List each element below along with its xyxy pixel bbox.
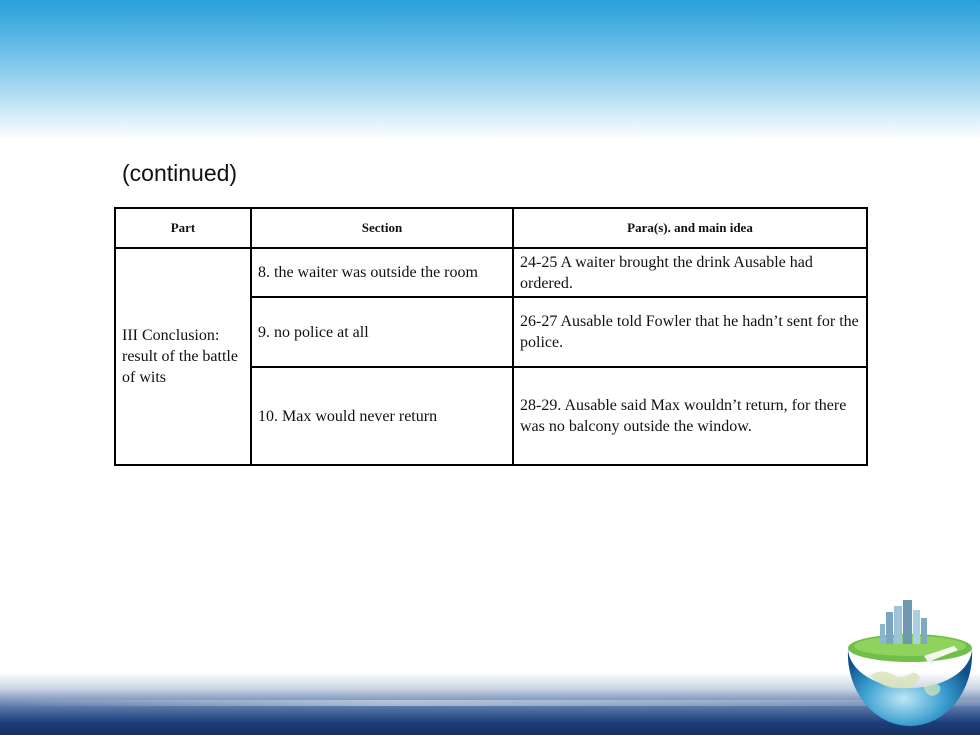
header-section: Section — [251, 208, 513, 248]
section-cell: 9. no police at all — [251, 297, 513, 367]
header-gradient-band — [0, 0, 980, 140]
section-cell: 10. Max would never return — [251, 367, 513, 465]
header-part: Part — [115, 208, 251, 248]
table-row — [115, 248, 867, 297]
section-cell: 8. the waiter was outside the room — [251, 248, 513, 297]
main-idea-cell: 26-27 Ausable told Fowler that he hadn’t sent for the police. — [513, 297, 867, 367]
summary-table — [114, 207, 868, 466]
page-title: (continued) — [122, 160, 238, 186]
globe-city-icon — [840, 598, 980, 733]
table-header-row — [115, 208, 867, 248]
main-idea-cell: 28-29. Ausable said Max wouldn’t return, for there was no balcony outside the window. — [513, 367, 867, 465]
main-idea-cell: 24-25 A waiter brought the drink Ausable had ordered. — [513, 248, 867, 297]
part-cell: III Conclusion: result of the battle of wits — [115, 248, 251, 465]
header-main-idea: Para(s). and main idea — [513, 208, 867, 248]
footer-light-streak — [0, 700, 980, 706]
